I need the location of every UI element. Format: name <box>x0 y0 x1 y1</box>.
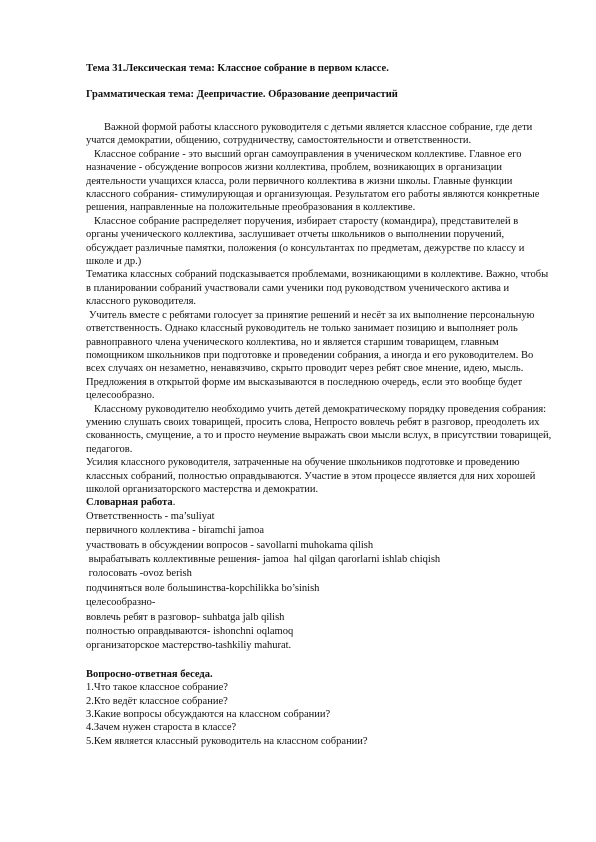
question-item: 2.Кто ведёт классное собрание? <box>86 695 228 707</box>
vocabulary-item: целесообразно- <box>86 597 156 609</box>
grammar-topic-title: Грамматическая тема: Деепричастие. Образование деепричастий <box>86 89 398 100</box>
paragraph-duties: Классное собрание распределяет поручения, избирает старосту (командира), представителей в органы ученического коллектива, заслушивает отчеты школьников о выполнении поручений, обсуждает различные памятки, положения (о консультантах по предметам, дежурстве по классу и школе и др.) <box>86 215 525 268</box>
vocabulary-item: подчиняться воле большинства-kopchilikka bo’sinish <box>86 582 320 594</box>
vocabulary-label: Словарная работа <box>86 497 173 509</box>
paragraph-teacher-role: Учитель вместе с ребятами голосует за принятие решений и несёт за их выполнение персональную ответственность. Однако классный руководитель не только занимает позицию и выполняет роль равноправного члена ученического коллектива, но и является старшим товарищем, главным помощником школьников при подготовке и проведении собрания, а иногда и его руководителем. Во всех случаях он незаметно, ненавязчиво, скрыто проводит через ребят свое мнение, идею, мысль. Предложения в открытой форме им высказываются в последнюю очередь, если это вообще будет целесообразно. <box>86 309 535 402</box>
paragraph-definition: Классное собрание - это высший орган самоуправления в ученическом коллективе. Главное его назначение - обсуждение вопросов жизни коллектива, проблем, возникающих в организации деятельности учащихся класса, роли первичного коллектива в жизни школы. Главные функции классного собрания- стимулирующая и организующая. Результатом его работы являются конкретные решения, направленные на положительные преобразования в коллективе. <box>86 148 540 214</box>
lexical-topic-title: Тема 31.Лексическая тема: Классное собрание в первом классе. <box>86 63 389 74</box>
question-item: 1.Что такое классное собрание? <box>86 682 228 694</box>
vocabulary-item: полностью оправдываются- ishonchni oqlamoq <box>86 626 294 638</box>
question-item: 5.Кем является классный руководитель на классном собрании? <box>86 735 368 747</box>
paragraph-democracy: Классному руководителю необходимо учить детей демократическому порядку проведения собрания: умению слушать своих товарищей, просить слова, Непросто вовлечь ребят в разговор, преодолеть их скованность, смущение, а то и просто неумение выражать свои мысли вслух, в присутствии товарищей, педагогов. <box>86 403 552 455</box>
vocabulary-item: вырабатывать коллективные решения- jamoa hal qilgan qarorlarni ishlab chiqish <box>86 554 441 565</box>
vocabulary-item: вовлечь ребят в разговор- suhbatga jalb qilish <box>86 611 285 623</box>
paragraph-topics: Тематика классных собраний подсказывается проблемами, возникающими в коллективе. Важно, чтобы в планировании собраний участвовали сами ученики под руководством ученического актива и классного руководителя. <box>86 269 549 308</box>
paragraph-efforts: Усилия классного руководителя, затраченные на обучение школьников подготовке и проведению классных собраний, полностью оправдываются. Участие в этом процессе является для них хорошей школой организаторского мастерства и демократии. <box>86 457 536 495</box>
vocabulary-item: голосовать -ovoz berish <box>86 568 192 580</box>
vocabulary-label-suffix: . <box>172 497 176 509</box>
vocabulary-list <box>86 510 552 654</box>
qa-heading: Вопросно-ответная беседа. <box>86 668 213 680</box>
vocabulary-heading <box>86 496 552 509</box>
question-item: 4.Зачем нужен староста в классе? <box>86 722 237 734</box>
question-item: 3.Какие вопросы обсуждаются на классном собрании? <box>86 709 331 721</box>
vocabulary-item: участвовать в обсуждении вопросов - savollarni muhokama qilish <box>86 539 374 551</box>
section-spacer <box>86 654 552 668</box>
vocabulary-item: первичного коллектива - biramchi jamoa <box>86 525 264 537</box>
paragraph-intro: Важной формой работы классного руководителя с детьми является классное собрание, где дети учатся демократии, общению, сотрудничеству, самостоятельности и ответственности. <box>86 122 533 147</box>
vocabulary-item: организаторское мастерство-tashkiliy mahurat. <box>86 640 292 652</box>
vocabulary-item: Ответственность - ma’suliyat <box>86 510 215 522</box>
document-page <box>86 62 552 748</box>
question-list <box>86 681 552 748</box>
